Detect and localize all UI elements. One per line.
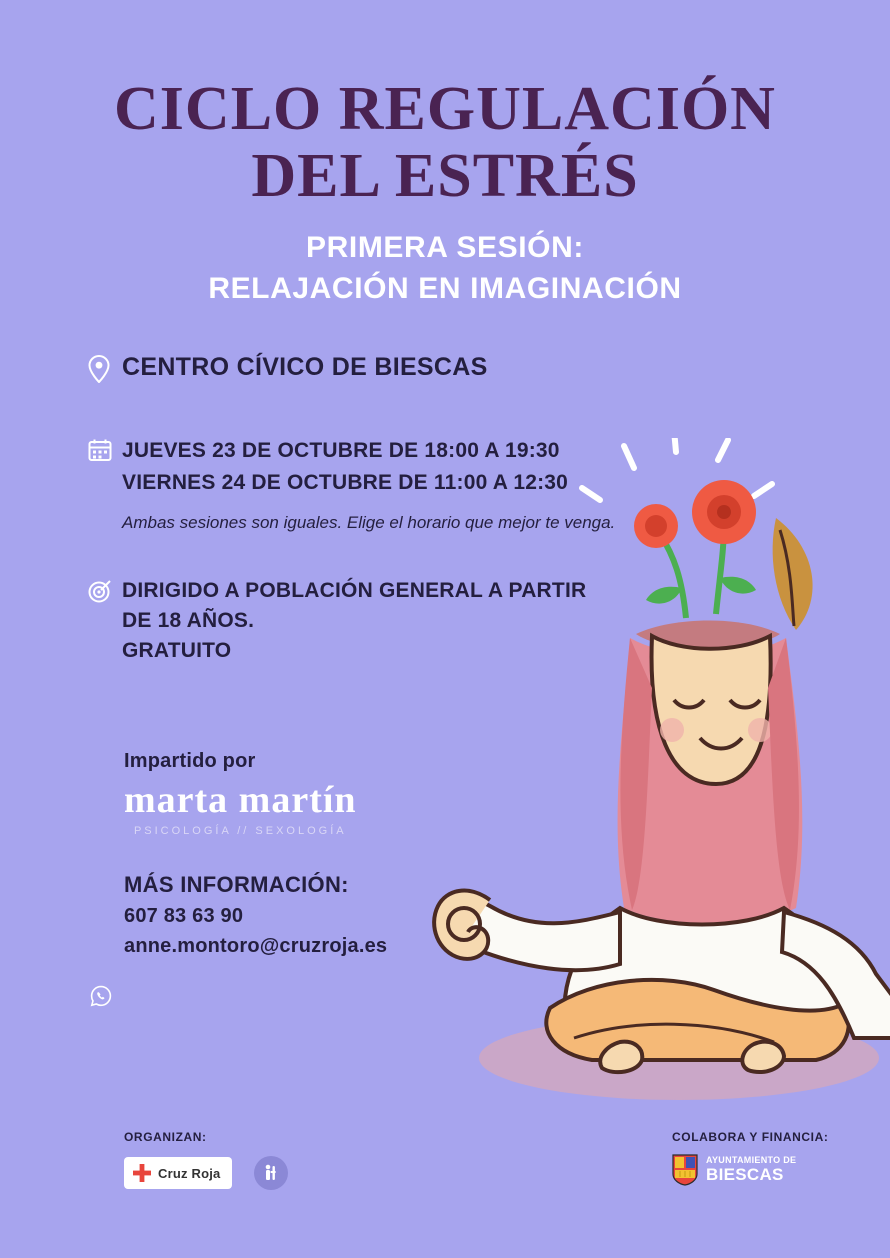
- audience-row: [88, 576, 688, 667]
- organizer-logos: [124, 1156, 288, 1190]
- poster-title: [0, 75, 890, 210]
- audience-line-1: DIRIGIDO A POBLACIÓN GENERAL A PARTIR: [122, 578, 587, 602]
- date-line-1: JUEVES 23 DE OCTUBRE DE 18:00 A 19:30: [122, 439, 560, 462]
- ayuntamiento-line-1: AYUNTAMIENTO DE: [706, 1155, 797, 1166]
- subtitle-line-1: PRIMERA SESIÓN:: [306, 231, 584, 264]
- title-line-1: CICLO REGULACIÓN: [114, 75, 776, 143]
- audience-line-3: GRATUITO: [122, 639, 232, 663]
- ayuntamiento-line-2: BIESCAS: [706, 1164, 784, 1184]
- date-line-2: VIERNES 24 DE OCTUBRE DE 11:00 A 12:30: [122, 470, 569, 494]
- red-cross-icon: [133, 1164, 151, 1182]
- organizers-label: ORGANIZAN:: [124, 1130, 207, 1144]
- contact-phone[interactable]: 607 83 63 90: [124, 905, 244, 927]
- person-figure-icon: [261, 1163, 281, 1183]
- presenter-tagline: PSICOLOGÍA // SEXOLOGÍA: [133, 825, 347, 837]
- contact-title: MÁS INFORMACIÓN:: [124, 872, 349, 897]
- cruz-roja-label: Cruz Roja: [158, 1165, 221, 1181]
- presenter-label: Impartido por: [124, 750, 256, 772]
- cruz-roja-logo: [124, 1157, 232, 1189]
- poster-subtitle: [0, 228, 890, 309]
- collaborators-label: COLABORA Y FINANCIA:: [672, 1130, 829, 1144]
- ayuntamiento-logo: [672, 1154, 828, 1186]
- location-text: CENTRO CÍVICO DE BIESCAS: [122, 353, 488, 381]
- presenter-name: marta martín: [124, 779, 357, 821]
- organizers-block: [124, 1130, 288, 1190]
- contact-email[interactable]: anne.montoro@cruzroja.es: [124, 935, 388, 957]
- subtitle-line-2: RELAJACIÓN EN IMAGINACIÓN: [208, 271, 682, 305]
- whatsapp-icon[interactable]: [90, 985, 112, 1012]
- title-line-2: DEL ESTRÉS: [251, 142, 639, 210]
- collaborators-block: [672, 1130, 828, 1186]
- coat-of-arms-icon: [672, 1154, 698, 1186]
- sessions-note: Ambas sesiones son iguales. Elige el horario que mejor te venga.: [122, 513, 616, 532]
- contact-block: [124, 872, 387, 958]
- calendar-icon: [88, 435, 122, 462]
- poster-details: [88, 352, 688, 693]
- target-icon: [88, 576, 122, 603]
- location-row: [88, 352, 688, 383]
- audience-line-2: DE 18 AÑOS.: [122, 608, 255, 632]
- presenter-block: [124, 750, 357, 837]
- secondary-organizer-logo: [254, 1156, 288, 1190]
- location-pin-icon: [88, 352, 122, 383]
- dates-row: [88, 435, 688, 536]
